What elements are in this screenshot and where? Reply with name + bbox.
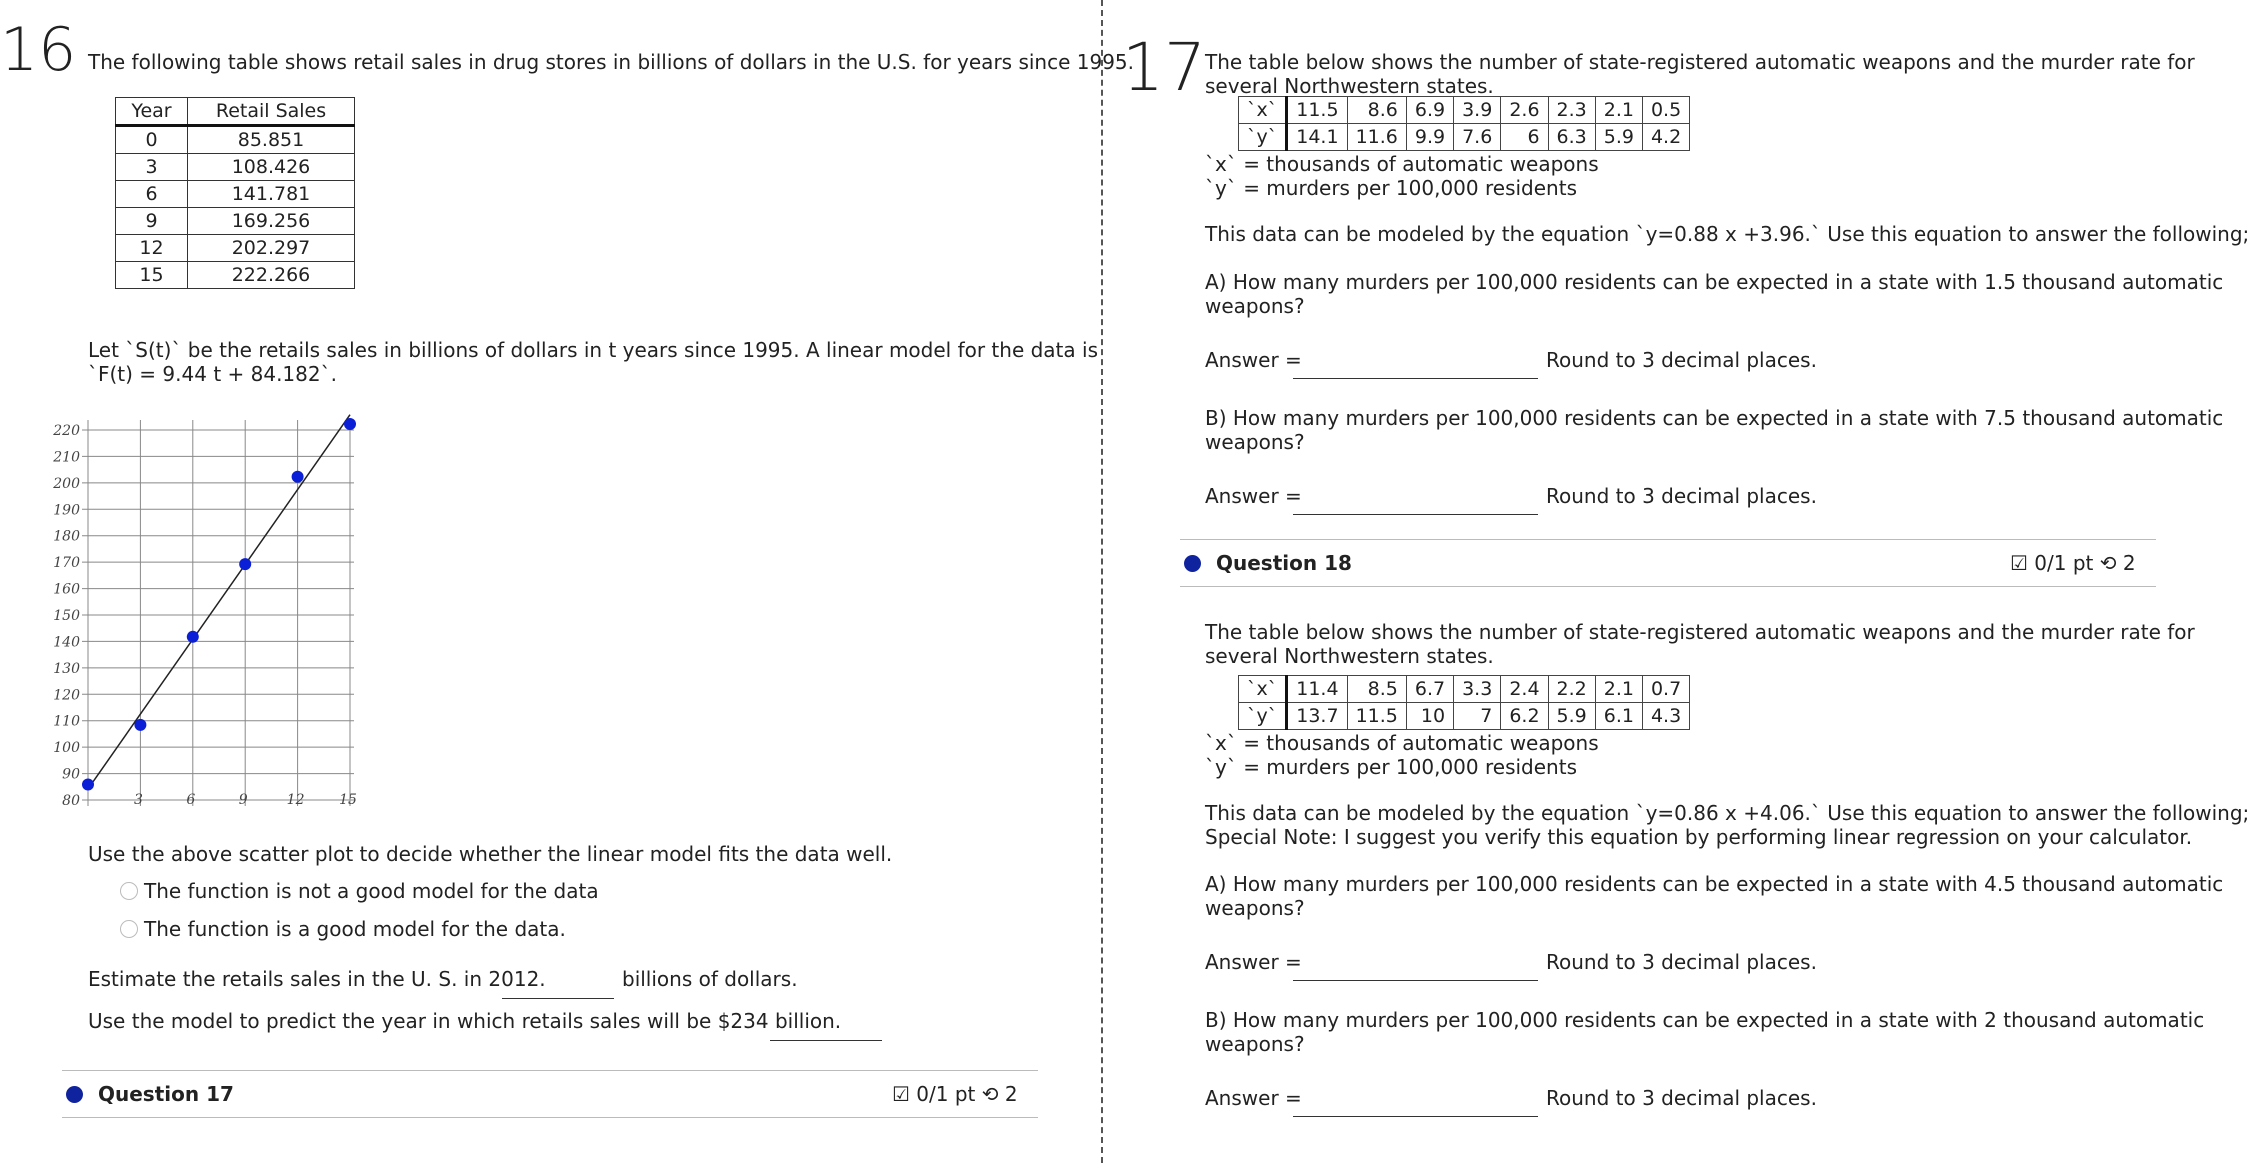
table-cell-sales: 222.266 bbox=[188, 262, 355, 289]
y-tick-label: 140 bbox=[53, 634, 80, 651]
table-row bbox=[116, 181, 355, 208]
linear-model-line bbox=[88, 415, 350, 789]
q18-b-round-note: Round to 3 decimal places. bbox=[1546, 1086, 1817, 1110]
y-value-cell: 6.1 bbox=[1595, 703, 1642, 730]
x-value-cell: 2.2 bbox=[1548, 676, 1595, 703]
radio-button[interactable] bbox=[120, 920, 138, 938]
table-header-retail-sales: Retail Sales bbox=[188, 98, 355, 126]
retail-sales-table bbox=[115, 97, 355, 289]
table-cell-sales: 108.426 bbox=[188, 154, 355, 181]
table-row-x bbox=[1239, 97, 1690, 124]
table-cell-year: 9 bbox=[116, 208, 188, 235]
page-divider bbox=[1101, 0, 1103, 1163]
y-tick-label: 120 bbox=[53, 687, 80, 704]
table-header-row bbox=[116, 98, 355, 126]
q17-intro-line1: The table below shows the number of state-registered automatic weapons and the murder rate for bbox=[1205, 50, 2195, 74]
x-value-cell: 8.6 bbox=[1347, 97, 1406, 124]
table-cell-year: 0 bbox=[116, 126, 188, 154]
y-tick-label: 190 bbox=[53, 502, 80, 519]
y-value-cell: 14.1 bbox=[1287, 124, 1347, 151]
x-value-cell: 2.1 bbox=[1595, 97, 1642, 124]
option-not-good-model[interactable] bbox=[120, 879, 599, 903]
table-row-y bbox=[1239, 124, 1690, 151]
question-18-title: Question 18 bbox=[1216, 551, 1352, 575]
data-point bbox=[239, 558, 251, 570]
plot-ticks bbox=[52, 423, 357, 809]
q17-def-x: `x` = thousands of automatic weapons bbox=[1205, 152, 1599, 176]
q18-part-b-line2: weapons? bbox=[1205, 1032, 1305, 1056]
y-tick-label: 150 bbox=[53, 608, 80, 624]
q18-model: This data can be modeled by the equation `y=0.86 x +4.06.` Use this equation to answer the following; bbox=[1205, 801, 2249, 825]
q17-b-answer-label: Answer = bbox=[1205, 484, 1302, 508]
handwritten-question-number: 16 bbox=[0, 15, 77, 85]
x-value-cell: 0.5 bbox=[1642, 97, 1689, 124]
x-value-cell: 11.4 bbox=[1287, 676, 1347, 703]
y-tick-label: 80 bbox=[62, 793, 80, 809]
y-value-cell: 7.6 bbox=[1454, 124, 1501, 151]
q17-def-y: `y` = murders per 100,000 residents bbox=[1205, 176, 1577, 200]
table-row bbox=[116, 262, 355, 289]
score-display bbox=[2010, 551, 2136, 575]
model-description-line2: `F(t) = 9.44 t + 84.182`. bbox=[88, 362, 337, 386]
y-label: `y` bbox=[1239, 124, 1287, 151]
predict-prompt: Use the model to predict the year in which retails sales will be $234 billion. bbox=[88, 1009, 842, 1033]
option-label: The function is not a good model for the data bbox=[144, 879, 599, 903]
q17-a-round-note: Round to 3 decimal places. bbox=[1546, 348, 1817, 372]
q17-a-answer-input[interactable] bbox=[1293, 377, 1538, 379]
y-value-cell: 6.2 bbox=[1501, 703, 1548, 730]
table-row bbox=[116, 208, 355, 235]
table-cell-year: 12 bbox=[116, 235, 188, 262]
table-cell-year: 6 bbox=[116, 181, 188, 208]
data-point bbox=[292, 471, 304, 483]
question-17-title: Question 17 bbox=[98, 1082, 234, 1106]
y-tick-label: 220 bbox=[53, 423, 80, 439]
y-tick-label: 160 bbox=[53, 581, 80, 598]
table-cell-sales: 202.297 bbox=[188, 235, 355, 262]
q18-data-table bbox=[1238, 675, 1690, 730]
y-tick-label: 110 bbox=[53, 713, 80, 730]
option-label: The function is a good model for the data. bbox=[144, 917, 566, 941]
predict-answer-input[interactable] bbox=[770, 1039, 882, 1041]
data-points bbox=[82, 418, 356, 791]
q17-part-b-line1: B) How many murders per 100,000 residents can be expected in a state with 7.5 thousand automatic bbox=[1205, 406, 2224, 430]
x-label: `x` bbox=[1239, 676, 1287, 703]
y-tick-label: 100 bbox=[53, 740, 80, 757]
q17-intro-line2: several Northwestern states. bbox=[1205, 74, 1494, 98]
data-point bbox=[134, 719, 146, 731]
radio-button[interactable] bbox=[120, 882, 138, 900]
y-value-cell: 11.5 bbox=[1347, 703, 1406, 730]
scatter-plot bbox=[53, 400, 520, 830]
table-cell-sales: 169.256 bbox=[188, 208, 355, 235]
y-tick-label: 170 bbox=[53, 555, 80, 572]
checkbox-icon: ☑ bbox=[892, 1082, 910, 1106]
data-point bbox=[187, 631, 199, 643]
retries-count: 2 bbox=[2122, 551, 2136, 575]
x-tick-label: 15 bbox=[339, 792, 357, 808]
estimate-units: billions of dollars. bbox=[622, 967, 798, 991]
x-value-cell: 6.9 bbox=[1406, 97, 1453, 124]
q18-part-a-line2: weapons? bbox=[1205, 896, 1305, 920]
y-value-cell: 5.9 bbox=[1548, 703, 1595, 730]
q17-data-table bbox=[1238, 96, 1690, 151]
x-tick-label: 6 bbox=[186, 792, 196, 808]
q18-a-round-note: Round to 3 decimal places. bbox=[1546, 950, 1817, 974]
q18-b-answer-label: Answer = bbox=[1205, 1086, 1302, 1110]
model-description-line1: Let `S(t)` be the retails sales in billions of dollars in t years since 1995. A linear model for the data is bbox=[88, 338, 1098, 362]
x-value-cell: 0.7 bbox=[1642, 676, 1689, 703]
y-value-cell: 9.9 bbox=[1406, 124, 1453, 151]
question-status-dot bbox=[66, 1086, 83, 1103]
q17-a-answer-label: Answer = bbox=[1205, 348, 1302, 372]
table-header-year: Year bbox=[116, 98, 188, 126]
y-label: `y` bbox=[1239, 703, 1287, 730]
table-row bbox=[116, 126, 355, 154]
x-value-cell: 2.4 bbox=[1501, 676, 1548, 703]
x-value-cell: 2.1 bbox=[1595, 676, 1642, 703]
q18-intro-line1: The table below shows the number of state-registered automatic weapons and the murder rate for bbox=[1205, 620, 2195, 644]
q17-part-a-line2: weapons? bbox=[1205, 294, 1305, 318]
q18-def-x: `x` = thousands of automatic weapons bbox=[1205, 731, 1599, 755]
q17-part-a-line1: A) How many murders per 100,000 residents can be expected in a state with 1.5 thousand automatic bbox=[1205, 270, 2224, 294]
q18-a-answer-label: Answer = bbox=[1205, 950, 1302, 974]
table-row bbox=[116, 235, 355, 262]
q17-part-b-line2: weapons? bbox=[1205, 430, 1305, 454]
plot-grid bbox=[82, 420, 354, 806]
q17-b-round-note: Round to 3 decimal places. bbox=[1546, 484, 1817, 508]
y-tick-label: 130 bbox=[53, 660, 80, 677]
table-cell-year: 3 bbox=[116, 154, 188, 181]
q18-def-y: `y` = murders per 100,000 residents bbox=[1205, 755, 1577, 779]
option-good-model[interactable] bbox=[120, 917, 566, 941]
question-status-dot bbox=[1184, 555, 1201, 572]
handwritten-question-number: 17 bbox=[1122, 29, 1206, 106]
y-value-cell: 10 bbox=[1406, 703, 1453, 730]
y-tick-label: 180 bbox=[53, 528, 80, 545]
table-cell-sales: 141.781 bbox=[188, 181, 355, 208]
y-tick-label: 200 bbox=[53, 475, 80, 492]
retry-icon[interactable]: ⟲ bbox=[2099, 551, 2117, 575]
y-value-cell: 6.3 bbox=[1548, 124, 1595, 151]
x-value-cell: 6.7 bbox=[1406, 676, 1453, 703]
fit-prompt: Use the above scatter plot to decide whether the linear model fits the data well. bbox=[88, 842, 893, 866]
score-display bbox=[892, 1082, 1018, 1106]
q17-b-answer-input[interactable] bbox=[1293, 513, 1538, 515]
x-value-cell: 2.6 bbox=[1501, 97, 1548, 124]
q18-special-note: Special Note: I suggest you verify this equation by performing linear regression on your calculator. bbox=[1205, 825, 2193, 849]
question-17-header-bar[interactable] bbox=[62, 1070, 1038, 1118]
x-tick-label: 9 bbox=[238, 792, 248, 808]
q18-intro-line2: several Northwestern states. bbox=[1205, 644, 1494, 668]
data-point bbox=[82, 779, 94, 791]
y-value-cell: 13.7 bbox=[1287, 703, 1347, 730]
x-value-cell: 3.9 bbox=[1454, 97, 1501, 124]
y-value-cell: 7 bbox=[1454, 703, 1501, 730]
x-value-cell: 3.3 bbox=[1454, 676, 1501, 703]
x-value-cell: 2.3 bbox=[1548, 97, 1595, 124]
estimate-prompt: Estimate the retails sales in the U. S. in 2012. bbox=[88, 967, 546, 991]
table-row-y bbox=[1239, 703, 1690, 730]
x-label: `x` bbox=[1239, 97, 1287, 124]
x-tick-label: 12 bbox=[286, 792, 305, 808]
points-value: 0/1 pt bbox=[2034, 551, 2094, 575]
question-18-header-bar[interactable] bbox=[1180, 539, 2156, 587]
table-cell-year: 15 bbox=[116, 262, 188, 289]
data-point bbox=[344, 418, 356, 430]
y-value-cell: 6 bbox=[1501, 124, 1548, 151]
y-value-cell: 5.9 bbox=[1595, 124, 1642, 151]
y-value-cell: 4.2 bbox=[1642, 124, 1689, 151]
y-value-cell: 11.6 bbox=[1347, 124, 1406, 151]
q18-part-b-line1: B) How many murders per 100,000 residents can be expected in a state with 2 thousand automatic bbox=[1205, 1008, 2205, 1032]
table-cell-sales: 85.851 bbox=[188, 126, 355, 154]
table-row bbox=[116, 154, 355, 181]
q18-a-answer-input[interactable] bbox=[1293, 979, 1538, 981]
q18-part-a-line1: A) How many murders per 100,000 residents can be expected in a state with 4.5 thousand automatic bbox=[1205, 872, 2224, 896]
checkbox-icon: ☑ bbox=[2010, 551, 2028, 575]
y-tick-label: 90 bbox=[62, 766, 80, 783]
table-row-x bbox=[1239, 676, 1690, 703]
retries-count: 2 bbox=[1004, 1082, 1018, 1106]
points-value: 0/1 pt bbox=[916, 1082, 976, 1106]
retry-icon[interactable]: ⟲ bbox=[981, 1082, 999, 1106]
y-value-cell: 4.3 bbox=[1642, 703, 1689, 730]
question-16-intro: The following table shows retail sales in drug stores in billions of dollars in the U.S. for years since 1995. bbox=[88, 50, 1135, 74]
x-tick-label: 3 bbox=[133, 792, 143, 808]
x-value-cell: 11.5 bbox=[1287, 97, 1347, 124]
y-tick-label: 210 bbox=[53, 449, 80, 466]
q17-model: This data can be modeled by the equation `y=0.88 x +3.96.` Use this equation to answer the following; bbox=[1205, 222, 2249, 246]
x-value-cell: 8.5 bbox=[1347, 676, 1406, 703]
q18-b-answer-input[interactable] bbox=[1293, 1115, 1538, 1117]
estimate-answer-input[interactable] bbox=[502, 997, 614, 999]
